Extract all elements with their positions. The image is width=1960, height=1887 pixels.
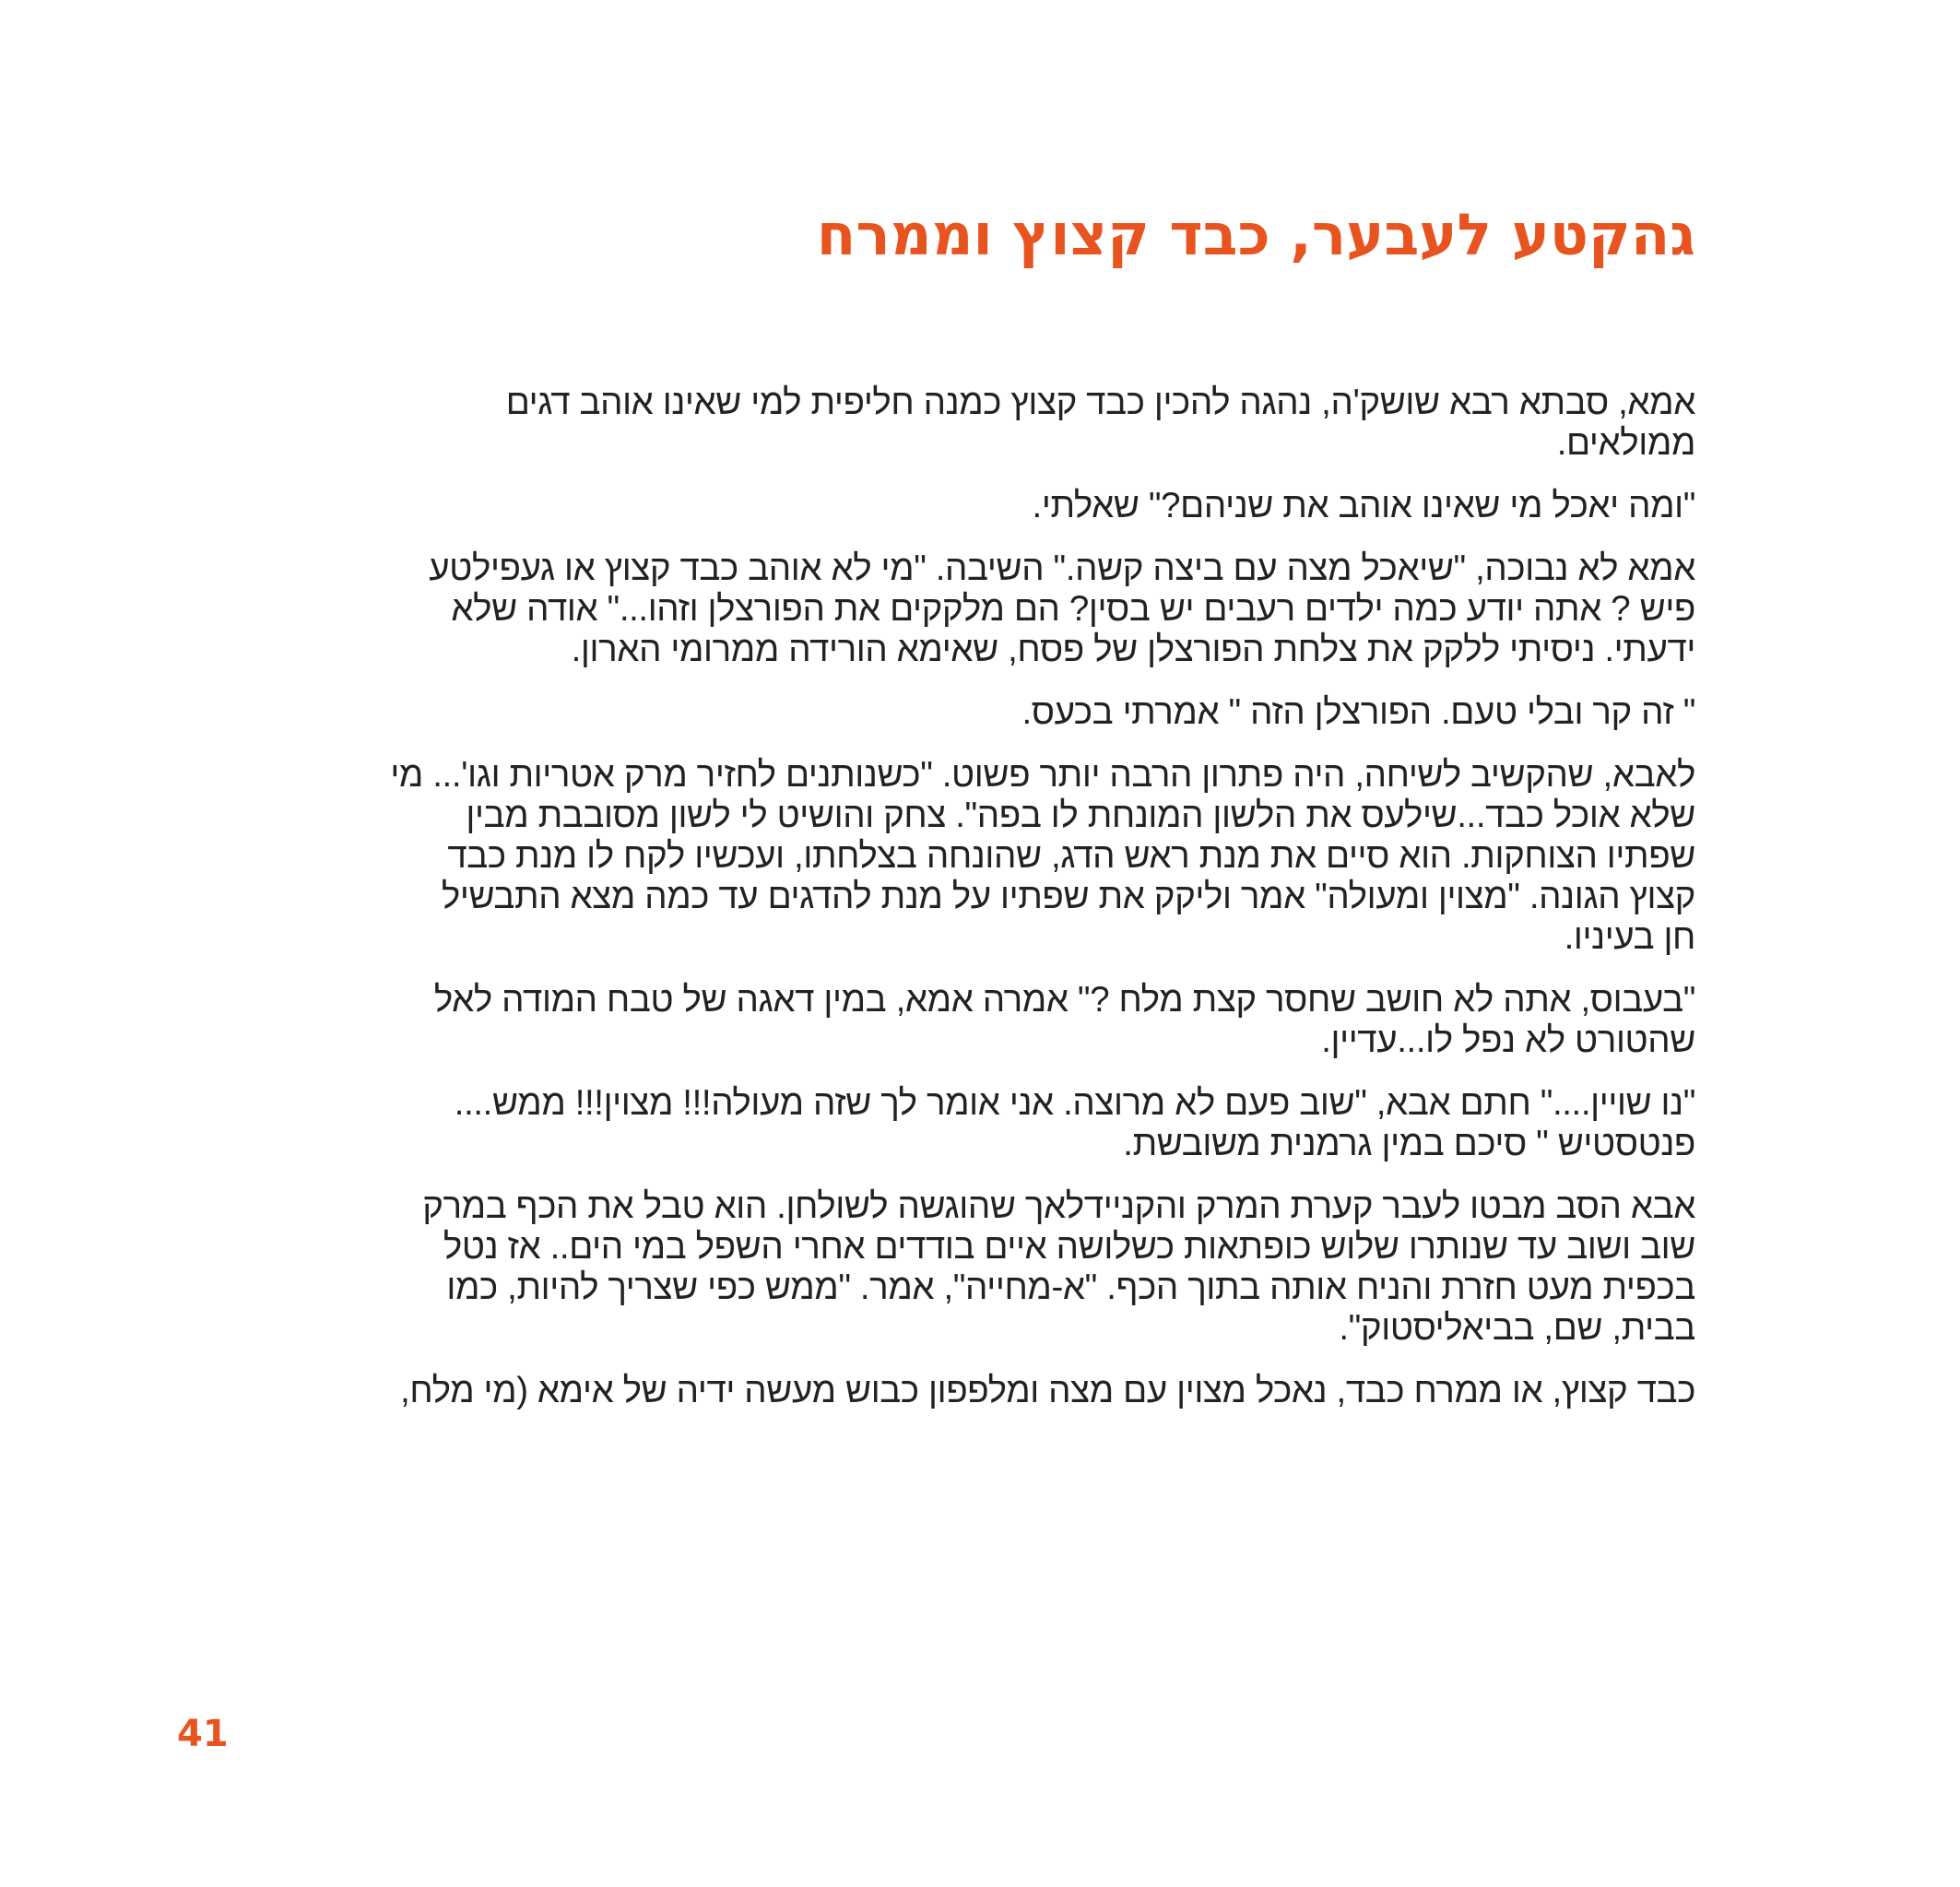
paragraph-line: שלא אוכל כבד...שילעס את הלשון המונחת לו בפה". צחק והושיט לי לשון מסובבת מבין [466,796,1695,835]
paragraph-line: פיש ? אתה יודע כמה ילדים רעבים יש בסין? הם מלקקים את הפורצלן וזהו..." אודה שלא [451,589,1695,629]
paragraph-line: " זה קר ובלי טעם. הפורצלן הזה " אמרתי בכעס. [1021,692,1695,732]
paragraph-line: ממולאים. [1556,423,1695,463]
paragraph-line: אבא הסב מבטו לעבר קערת המרק והקניידלאך שהוגשה לשולחן. הוא טבל את הכף במרק [422,1186,1695,1226]
paragraph-line: ידעתי. ניסיתי ללקק את צלחת הפורצלן של פסח, שאימא הורידה ממרומי הארון. [571,630,1695,669]
paragraph-line: בכפית מעט חזרת והניח אותה בתוך הכף. "א-מחייה", אמר. "ממש כפי שצריך להיות, כמו [446,1268,1695,1307]
paragraph-line: "ומה יאכל מי שאינו אוהב את שניהם?" שאלתי. [1032,486,1695,525]
paragraph [294,1186,1695,1349]
paragraph [294,692,1695,733]
paragraph-line: "בעבוס, אתה לא חושב שחסר קצת מלח ?" אמרה אמא, במין דאגה של טבח המודה לאל [433,980,1695,1020]
paragraph [294,1371,1695,1411]
paragraph-line: אמא לא נבוכה, "שיאכל מצה עם ביצה קשה." השיבה. "מי לא אוהב כבד קצוץ או געפילטע [429,548,1695,588]
paragraph-line: פנטסטיש " סיכם במין גרמנית משובשת. [1123,1124,1695,1163]
chapter-title: גהקטע לעבער, כבד קצוץ וממרח [816,201,1695,268]
paragraph-line: חן בעיניו. [1564,917,1695,957]
paragraph-line: כבד קצוץ, או ממרח כבד, נאכל מצוין עם מצה ומלפפון כבוש מעשה ידיה של אימא (מי מלח, [400,1371,1695,1410]
paragraph [294,383,1695,464]
paragraph-line: שפתיו הצוחקות. הוא סיים את מנת ראש הדג, שהונחה בצלחתו, ועכשיו לקח לו מנת כבד [447,836,1695,876]
paragraph [294,486,1695,526]
paragraph-line: שהטורט לא נפל לו...עדיין. [1321,1020,1695,1060]
paragraph-line: "נו שויין...." חתם אבא, "שוב פעם לא מרוצה. אני אומר לך שזה מעולה!!! מצוין!!! ממש.... [454,1083,1695,1123]
paragraph [294,980,1695,1061]
page-number: 41 [177,1713,229,1755]
paragraph-line: בבית, שם, בביאליסטוק". [1339,1308,1695,1348]
paragraph-line: שוב ושוב עד שנותרו שלוש כופתאות כשלושה איים בודדים אחרי השפל במי הים.. אז נטל [443,1227,1695,1267]
paragraph [294,755,1695,958]
paragraph-line: אמא, סבתא רבא שושק'ה, נהגה להכין כבד קצוץ כמנה חליפית למי שאינו אוהב דגים [505,383,1695,422]
paragraph [294,1083,1695,1164]
paragraph-line: קצוץ הגונה. "מצוין ומעולה" אמר וליקק את שפתיו על מנת להדגים עד כמה מצא התבשיל [441,877,1695,916]
body-text [294,383,1695,1433]
paragraph-line: לאבא, שהקשיב לשיחה, היה פתרון הרבה יותר פשוט. "כשנותנים לחזיר מרק אטריות וגו'... מי [390,755,1695,795]
paragraph [294,548,1695,670]
